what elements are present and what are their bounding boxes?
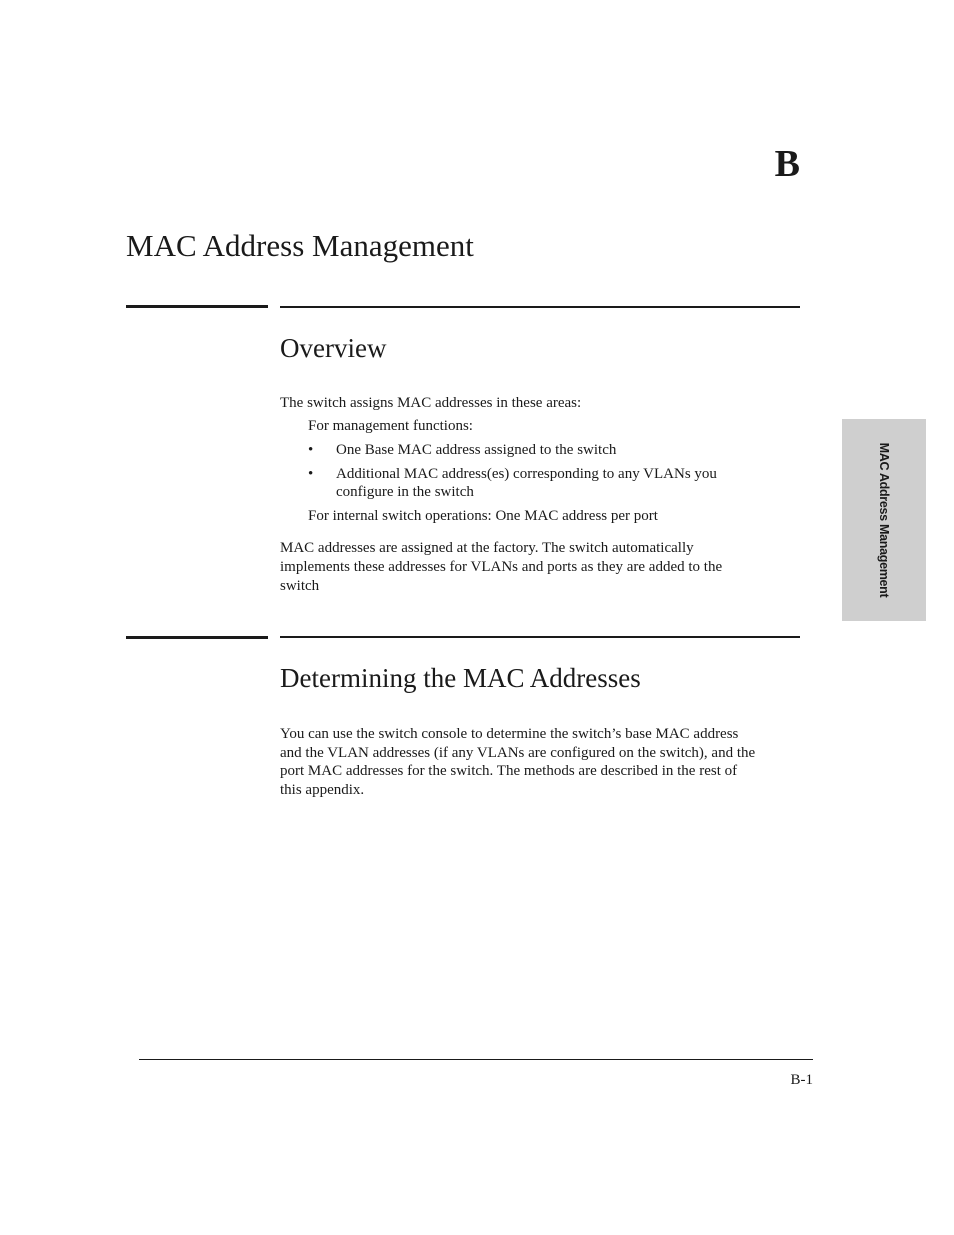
- section-rule-right: [280, 306, 800, 308]
- bullet-icon: •: [308, 442, 314, 458]
- section-rule-right: [280, 636, 800, 638]
- overview-intro: The switch assigns MAC addresses in these areas:: [280, 395, 582, 411]
- overview-heading: Overview: [280, 333, 387, 363]
- determining-paragraph-line: and the VLAN addresses (if any VLANs are configured on the switch), and the: [280, 745, 756, 761]
- internal-operations-text: For internal switch operations: One MAC address per port: [308, 508, 658, 524]
- bullet-icon: •: [308, 466, 314, 482]
- bullet-item-text: Additional MAC address(es) corresponding to any VLANs you: [336, 466, 717, 482]
- chapter-side-tab: [842, 419, 926, 621]
- side-tab-label: MAC Address Management: [877, 442, 891, 598]
- management-functions-label: For management functions:: [308, 418, 473, 434]
- overview-paragraph-line: switch: [280, 578, 320, 594]
- overview-paragraph-line: implements these addresses for VLANs and ports as they are added to the: [280, 559, 723, 575]
- bullet-item-text: configure in the switch: [336, 484, 474, 500]
- determining-paragraph-line: this appendix.: [280, 782, 365, 798]
- chapter-title: MAC Address Management: [126, 228, 474, 263]
- footer-rule: [139, 1059, 813, 1060]
- determining-paragraph-line: You can use the switch console to determine the switch’s base MAC address: [280, 726, 739, 742]
- section-rule-left: [126, 636, 268, 639]
- section-rule-left: [126, 305, 268, 308]
- determining-paragraph-line: port MAC addresses for the switch. The methods are described in the rest of: [280, 763, 738, 779]
- chapter-letter: B: [774, 143, 800, 185]
- bullet-item-text: One Base MAC address assigned to the switch: [336, 442, 617, 458]
- page-number: B-1: [790, 1072, 813, 1088]
- overview-paragraph-line: MAC addresses are assigned at the factory. The switch automatically: [280, 540, 694, 556]
- determining-heading: Determining the MAC Addresses: [280, 663, 641, 693]
